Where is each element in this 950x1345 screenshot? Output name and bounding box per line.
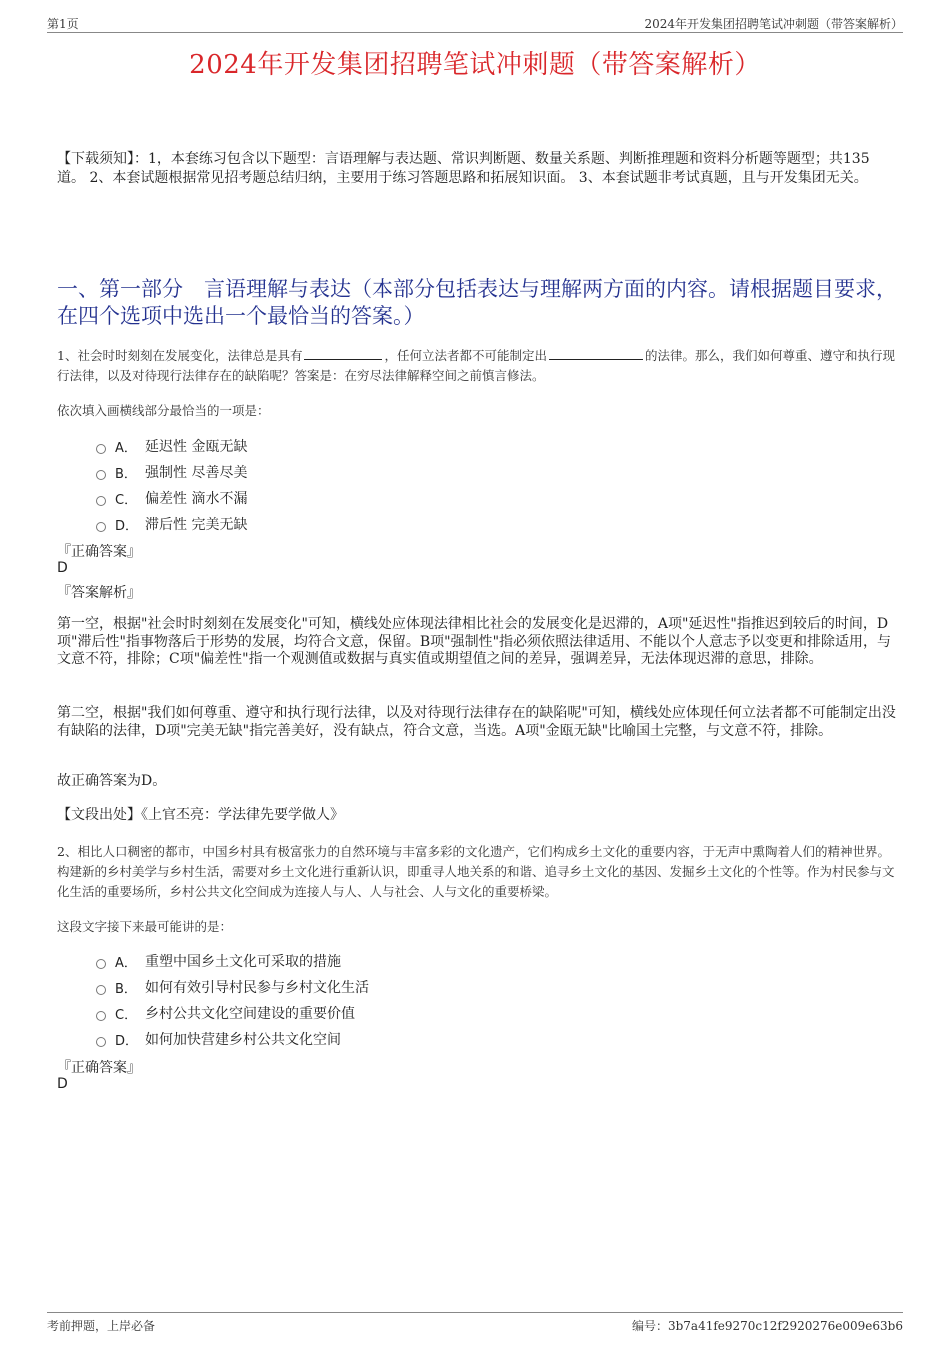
header-doc-title: 2024年开发集团招聘笔试冲刺题（带答案解析） (644, 17, 903, 31)
document-title: 2024年开发集团招聘笔试冲刺题（带答案解析） (189, 50, 761, 80)
q1-option-d[interactable]: D． 滞后性 完美无缺 (96, 511, 247, 537)
question-1-text-b: ，任何立法者都不可能制定出 (384, 348, 547, 363)
q2-answer-label: 『正确答案』 (57, 1060, 141, 1076)
q1-option-a[interactable]: A． 延迟性 金瓯无缺 (96, 433, 247, 459)
q1-analysis-1: 第一空，根据"社会时时刻刻在发展变化"可知，横线处应体现法律相比社会的发展变化是迟滞的，A项"延迟性"指推迟到较后的时间，D项"滞后性"指事物落后于形势的发展，均符合文意，保留。B项"强制性"指必须依照法律适用、不能以个人意志予以变更和排除适用，与文意不符，排除；C项"偏差性"指一个观测值或数据与真实值或期望值之间的差异，强调差异，无法体现迟滞的意思，排除。 (57, 616, 892, 667)
radio-icon[interactable] (96, 1011, 106, 1021)
q1-answer-label: 『正确答案』 (57, 544, 141, 560)
q2-option-c[interactable]: C． 乡村公共文化空间建设的重要价值 (96, 1000, 369, 1026)
page-header (47, 12, 903, 33)
page-footer (47, 1312, 903, 1337)
question-1-prompt: 依次填入画横线部分最恰当的一项是： (57, 403, 270, 418)
q1-conclusion: 故正确答案为D。 (57, 773, 167, 789)
radio-icon[interactable] (96, 1037, 106, 1047)
question-2-options (96, 948, 369, 1052)
radio-icon[interactable] (96, 522, 106, 532)
section-heading: 一、第一部分 言语理解与表达（本部分包括表达与理解两方面的内容。请根据题目要求，在四个选项中选出一个最恰当的答案。） (57, 277, 897, 328)
q1-analysis-label: 『答案解析』 (57, 585, 141, 601)
radio-icon[interactable] (96, 470, 106, 480)
question-1-text-a: 1、社会时时刻刻在发展变化，法律总是具有 (57, 348, 303, 363)
fill-blank-2 (549, 346, 643, 360)
fill-blank-1 (304, 346, 382, 360)
q2-answer: D (57, 1076, 68, 1092)
radio-icon[interactable] (96, 444, 106, 454)
q2-option-b[interactable]: B． 如何有效引导村民参与乡村文化生活 (96, 974, 369, 1000)
q1-option-b[interactable]: B． 强制性 尽善尽美 (96, 459, 247, 485)
footer-slogan: 考前押题，上岸必备 (47, 1319, 156, 1333)
q2-option-a[interactable]: A． 重塑中国乡土文化可采取的措施 (96, 948, 369, 974)
q1-analysis-2: 第二空，根据"我们如何尊重、遵守和执行现行法律，以及对待现行法律存在的缺陷呢"可知，横线处应体现任何立法者都不可能制定出没有缺陷的法律，D项"完美无缺"指完善美好，没有缺点，符合文意，当选。A项"金瓯无缺"比喻国土完整，与文意不符，排除。 (57, 705, 896, 739)
question-1-stem (57, 346, 897, 386)
question-1-options (96, 433, 247, 537)
q2-option-d[interactable]: D． 如何加快营建乡村公共文化空间 (96, 1026, 369, 1052)
q1-source: 【文段出处】《上官丕亮：学法律先要学做人》 (57, 807, 344, 823)
question-2-stem: 2、相比人口稠密的都市，中国乡村具有极富张力的自然环境与丰富多彩的文化遗产，它们构成乡土文化的重要内容，于无声中熏陶着人们的精神世界。构建新的乡村美学与乡村生活，需要对乡土文化进行重新认识，即重寻人地关系的和谐、追寻乡土文化的基因、发掘乡土文化的个性等。作为村民参与文化生活的重要场所，乡村公共文化空间成为连接人与人、人与社会、人与文化的重要桥梁。 (57, 844, 895, 899)
question-1-text-c: 的法律。那么，我们如何尊重、遵守和执行现行法律，以及对待现行法律存在的缺陷呢？答案是：在穷尽法律解释空间之前慎言修法。 (57, 348, 895, 383)
radio-icon[interactable] (96, 496, 106, 506)
radio-icon[interactable] (96, 959, 106, 969)
q1-option-c[interactable]: C． 偏差性 滴水不漏 (96, 485, 247, 511)
q1-answer: D (57, 560, 68, 576)
footer-serial: 编号：3b7a41fe9270c12f2920276e009e63b6 (631, 1319, 903, 1333)
question-2-prompt: 这段文字接下来最可能讲的是： (57, 919, 233, 934)
radio-icon[interactable] (96, 985, 106, 995)
download-notice: 【下载须知】：1，本套练习包含以下题型：言语理解与表达题、常识判断题、数量关系题、判断推理题和资料分析题等题型；共135道。 2、本套试题根据常见招考题总结归纳，主要用于练习答题思路和拓展知识面。 3、本套试题非考试真题，且与开发集团无关。 (57, 151, 870, 186)
page-number: 第1页 (47, 17, 79, 31)
